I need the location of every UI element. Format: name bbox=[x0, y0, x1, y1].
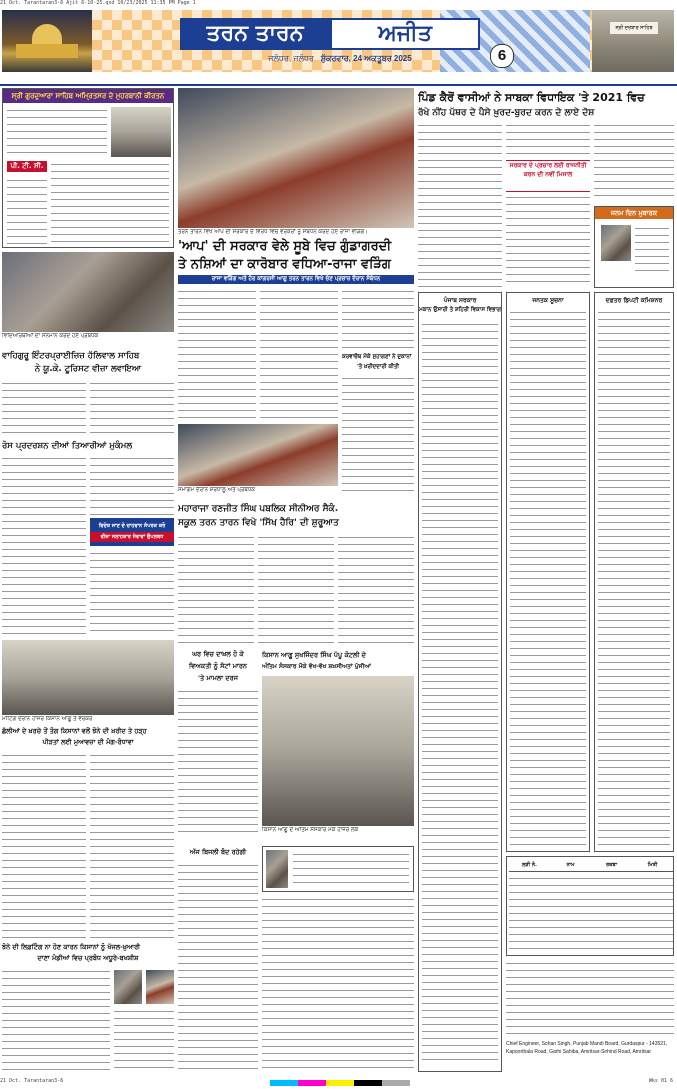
farmer-leader-headline-2: ਅੰਤਿਮ ਸੰਸਕਾਰ ਮੌਕੇ ਵੱਖ-ਵੱਖ ਸ਼ਖ਼ਸੀਅਤਾਂ ਪੁੱਜੀਆਂ bbox=[262, 663, 371, 670]
main-story-col-3 bbox=[342, 288, 414, 348]
assault-headline-3: 'ਤੇ ਮਾਮਲਾ ਦਰਜ bbox=[198, 674, 238, 682]
notice-col-3 bbox=[594, 292, 674, 852]
lead-photo-caption: ਤਰਨ ਤਾਰਨ ਵਿਖੇ ਆਪ ਦੀ ਸਰਕਾਰ ਦੇ ਵਿਰੋਧ ਵਿਚ ਵਰਕਰਾਂ ਨੂੰ ਸੰਬੋਧਨ ਕਰਦੇ ਹੋਏ ਰਾਜਾ ਵੜਿੰਗ। bbox=[178, 229, 368, 235]
farmers-story-col-2 bbox=[90, 752, 174, 938]
kirtan-box bbox=[2, 88, 174, 248]
notice-bottom-text bbox=[506, 960, 674, 1036]
print-slug: 21 Oct. Tarantaran3-6 Ajit 6-10-25.qxd 10/23/2025 11:35 PM Page 1 bbox=[0, 0, 196, 6]
meeting-photo bbox=[2, 640, 174, 715]
edition: ਜਲੰਧਰ, ਜਲੰਧਰ bbox=[268, 54, 315, 63]
main-headline-2: ਤੇ ਨਸ਼ਿਆਂ ਦਾ ਕਾਰੋਬਾਰ ਵਧਿਆ-ਰਾਜਾ ਵੜਿੰਗ bbox=[178, 257, 391, 272]
notice-col-1 bbox=[418, 292, 502, 1072]
main-story-col-2 bbox=[260, 288, 338, 420]
brand-left: ਤਰਨ ਤਾਰਨ bbox=[180, 18, 330, 50]
right-story-col-3 bbox=[594, 122, 674, 202]
notice-table bbox=[506, 856, 674, 956]
kirtan-text bbox=[7, 107, 107, 157]
right-headline-2: ਰੱਖੇ ਨੀਂਹ ਪੱਥਰ ਦੇ ਪੈਸੇ ਖ਼ੁਰਦ-ਬੁਰਦ ਕਰਨ ਦੇ ਲਾਏ ਦੋਸ਼ bbox=[418, 108, 595, 118]
protest-story-col-2b bbox=[90, 550, 174, 635]
right-pullquote: ਸਰਕਾਰ ਦੇ ਪ੍ਰਚਾਰ ਲਈ ਰਾਜਨੀਤੀ ਕਰਨ ਦੀ ਨਵੀਂ ਮਿਸਾਲ bbox=[506, 160, 590, 192]
issue-date: ਸ਼ੁੱਕਰਵਾਰ, 24 ਅਕਤੂਬਰ 2025 bbox=[320, 54, 412, 63]
visa-headline-2: ਨੇ ਯੂ.ਕੇ. ਟੂਰਿਸਟ ਵੀਜ਼ਾ ਲਵਾਇਆ bbox=[34, 364, 142, 374]
brand-right: ਅਜੀਤ bbox=[330, 18, 480, 50]
paddy-portrait-2 bbox=[146, 970, 174, 1004]
paddy-story-2 bbox=[114, 1008, 174, 1072]
meeting-photo-caption: ਮੀਟਿੰਗ ਦੌਰਾਨ ਹਾਜ਼ਰ ਕਿਸਾਨ ਆਗੂ ਤੇ ਵਰਕਰ bbox=[2, 716, 93, 722]
birthday-text bbox=[635, 225, 669, 275]
karva-headline-2: 'ਤੇ ਖ਼ਰੀਦਦਾਰੀ ਕੀਤੀ bbox=[356, 364, 400, 370]
visa-headline-1: ਵਾਹਿਗੁਰੂ ਇੰਟਰਪ੍ਰਾਈਜ਼ਿਜ਼ ਹੱਲਿਵਾਲ ਸਾਹਿਬ bbox=[2, 351, 140, 361]
main-story-col-1 bbox=[178, 288, 256, 420]
masthead-rule bbox=[0, 84, 677, 86]
kirtan-title: ਸ੍ਰੀ ਗੁਰਦੁਆਰਾ ਸਾਹਿਬ ਅਮ੍ਰਿਤਸਰ ਦੇ ਮੁਹਰਬਾਨੀ ਕੀਰਤਨ bbox=[3, 89, 173, 103]
main-subhead: ਰਾਜਾ ਵੜਿੰਗ ਅਤੇ ਹੋਰ ਕਾਂਗਰਸੀ ਆਗੂ ਤਰਨ ਤਾਰਨ ਵਿਖੇ ਚੋਣ ਪ੍ਰਚਾਰ ਦੌਰਾਨ ਸੰਬੋਧਨ bbox=[178, 275, 414, 284]
notice1-body bbox=[422, 321, 498, 1061]
right-headline-1: ਪਿੰਡ ਕੈਰੋਂ ਵਾਸੀਆਂ ਨੇ ਸਾਬਕਾ ਵਿਧਾਇਕ 'ਤੇ 2021 ਵਿਚ bbox=[418, 91, 645, 104]
table-header-area: ਰਕਬਾ bbox=[605, 862, 618, 868]
karva-story bbox=[342, 375, 414, 495]
paddy-story bbox=[2, 968, 110, 1072]
ptc-badge: ਪੀ. ਟੀ. ਸੀ. bbox=[7, 161, 47, 172]
birthday-box bbox=[594, 206, 674, 288]
protest-headline: ਰੋਸ ਪ੍ਰਦਰਸ਼ਨ ਦੀਆਂ ਤਿਆਰੀਆਂ ਮੁਕੰਮਲ bbox=[2, 441, 133, 451]
notice-col-2 bbox=[506, 292, 590, 852]
footer-slug: 21 Oct. Tarantaran3-6 bbox=[0, 1078, 64, 1084]
paddy-headline-1: ਝੋਨੇ ਦੀ ਲਿਫ਼ਟਿੰਗ ਨਾ ਹੋਣ ਕਾਰਨ ਕਿਸਾਨਾਂ ਨੂੰ ਖੱਜਲ-ਖ਼ੁਆਰੀ bbox=[2, 943, 141, 951]
kirtan-text-3 bbox=[7, 177, 47, 245]
masthead-logo bbox=[180, 18, 480, 50]
table-body bbox=[509, 875, 673, 953]
birthday-photo bbox=[601, 225, 631, 261]
power-cut-headline: ਅੱਜ ਬਿਜਲੀ ਬੰਦ ਰਹੇਗੀ bbox=[189, 848, 247, 856]
footer-code: Wks 01 6 bbox=[648, 1078, 673, 1084]
visa-ad-line-1: ਵਿਦੇਸ਼ ਜਾਣ ਦੇ ਚਾਹਵਾਨ ਸੰਪਰਕ ਕਰੋ bbox=[98, 523, 166, 529]
visa-story-col-2 bbox=[90, 380, 174, 436]
protest-story-col-1 bbox=[2, 455, 86, 635]
table-header-date: ਮਿਤੀ bbox=[647, 862, 658, 868]
main-headline-1: 'ਆਪ' ਦੀ ਸਰਕਾਰ ਵੇਲੇ ਸੂਬੇ ਵਿਚ ਗੁੰਡਾਗਰਦੀ bbox=[178, 239, 392, 254]
school-headline-2: ਸਕੂਲ ਤਰਨ ਤਾਰਨ ਵਿਖੇ 'ਸਿੱਖ ਹੈਰਿ' ਦੀ ਸ਼ੁਰੂਆਤ bbox=[178, 518, 339, 528]
protest-story-col-2a bbox=[90, 455, 174, 515]
paddy-portrait-1 bbox=[114, 970, 142, 1004]
right-story-col-2a bbox=[506, 122, 590, 158]
lead-photo bbox=[178, 88, 414, 228]
school-story-col-3 bbox=[338, 534, 414, 644]
funeral-photo bbox=[262, 676, 414, 826]
assault-headline-2: ਵਿਅਕਤੀ ਨੂੰ ਸੱਟਾਂ ਮਾਰਨ bbox=[189, 662, 247, 670]
gate-photo bbox=[592, 10, 674, 72]
funeral-photo-caption: ਕਿਸਾਨ ਆਗੂ ਦੇ ਅੰਤਿਮ ਸੰਸਕਾਰ ਮੌਕੇ ਹਾਜ਼ਰ ਲੋਕ bbox=[262, 827, 359, 833]
table-header-row bbox=[509, 859, 673, 872]
school-photo-caption: ਸਮਾਗਮ ਦੌਰਾਨ ਸ਼ਰਧਾਲੂ ਅਤੇ ਪ੍ਰਬੰਧਕ bbox=[178, 487, 256, 493]
notice3-title: ਦਫ਼ਤਰ ਡਿਪਟੀ ਕਮਿਸ਼ਨਰ bbox=[605, 297, 663, 304]
farmers-headline-1: ਛੱਲੀਆਂ ਦੇ ਖ਼ਰਚੇ ਤੋਂ ਤੰਗ ਕਿਸਾਨਾਂ ਵਲੋਂ ਝੋਨੇ ਦੀ ਖ਼ਰੀਦ ਤੇ ਹੜ੍ਹ bbox=[2, 727, 147, 735]
center-ad-logo bbox=[266, 850, 288, 888]
gate-sign: ਸ੍ਰੀ ਦਰਬਾਰ ਸਾਹਿਬ bbox=[610, 22, 658, 34]
visa-photo bbox=[2, 252, 174, 332]
visa-photo-caption: ਵਿਦਿਆਰਥੀਆਂ ਦਾ ਸਨਮਾਨ ਕਰਦੇ ਹੋਏ ਪ੍ਰਬੰਧਕ bbox=[2, 333, 99, 339]
school-headline-1: ਮਹਾਰਾਜਾ ਰਣਜੀਤ ਸਿੰਘ ਪਬਲਿਕ ਸੀਨੀਅਰ ਸੈਕੰ. bbox=[178, 504, 339, 514]
assault-headline-1: ਘਰ ਵਿਚ ਦਾਖ਼ਲ ਹੋ ਕੇ bbox=[192, 650, 244, 658]
farmers-story-col-1 bbox=[2, 752, 86, 938]
notice2-body bbox=[510, 309, 586, 849]
notice-bottom-english: Chief Engineer, Sohan Singh, Punjab Mandi Board, Gurdaspur - 143521, Kapoorthala Road, Garhi Sahiba, Amritsar-Sirhind Road, Amritsar bbox=[506, 1041, 668, 1055]
golden-temple-photo bbox=[2, 10, 92, 72]
visa-story-col-1 bbox=[2, 380, 86, 436]
farmers-headline-2: ਪੀੜਤਾਂ ਲਈ ਮੁਆਵਜ਼ਾ ਦੀ ਮੰਗ-ਰੰਧਾਵਾ bbox=[42, 738, 134, 746]
center-bottom-notice bbox=[262, 896, 414, 1072]
dateline bbox=[200, 54, 480, 64]
center-ad-text bbox=[293, 851, 409, 887]
right-story-col-2b bbox=[506, 194, 590, 288]
school-story-col-2 bbox=[258, 534, 334, 644]
right-story-col-1 bbox=[418, 122, 502, 288]
table-header-sno: ਲੜੀ ਨੰ. bbox=[522, 862, 537, 868]
kirtan-text-2 bbox=[51, 161, 169, 245]
power-cut-story bbox=[178, 862, 258, 1072]
visa-ad bbox=[90, 518, 174, 546]
notice2-title: ਜਨਤਕ ਸੂਚਨਾ bbox=[532, 297, 564, 304]
notice1-title: ਪੰਜਾਬ ਸਰਕਾਰ bbox=[443, 297, 477, 304]
registration-color-strip bbox=[270, 1080, 410, 1086]
farmer-leader-headline-1: ਕਿਸਾਨ ਆਗੂ ਸੁਖਜਿੰਦਰ ਸਿੰਘ ਪੱਪੂ ਕੋਟਲੀ ਦੇ bbox=[262, 651, 366, 659]
paddy-headline-2: ਦਾਣਾ ਮੰਡੀਆਂ ਵਿਚ ਪ੍ਰਬੰਧ ਅਧੂਰੇ-ਬਖਸ਼ੀਸ਼ bbox=[37, 954, 139, 962]
school-photo bbox=[178, 424, 338, 486]
visa-ad-line-2: ਵੀਜ਼ਾ ਸਲਾਹਕਾਰ ਸੇਵਾਵਾਂ ਉਪਲਬਧ bbox=[90, 532, 174, 542]
school-story-col-1 bbox=[178, 534, 254, 644]
kirtan-photo bbox=[111, 107, 171, 157]
karva-headline-1: ਕਰਵਾਚੌਥ ਮੌਕੇ ਸੁਹਾਗਣਾਂ ਨੇ ਦੁਕਾਨਾਂ bbox=[342, 354, 412, 360]
birthday-title: ਜਨਮ ਦਿਨ ਮੁਬਾਰਕ bbox=[595, 207, 673, 219]
notice1-sub: ਮਕਾਨ ਉਸਾਰੀ ਤੇ ਸ਼ਹਿਰੀ ਵਿਕਾਸ ਵਿਭਾਗ bbox=[419, 307, 501, 313]
center-ad bbox=[262, 846, 414, 892]
notice3-body bbox=[598, 309, 670, 849]
page-number: 6 bbox=[490, 44, 514, 68]
table-header-name: ਨਾਮ bbox=[566, 862, 575, 868]
assault-story bbox=[178, 688, 258, 838]
